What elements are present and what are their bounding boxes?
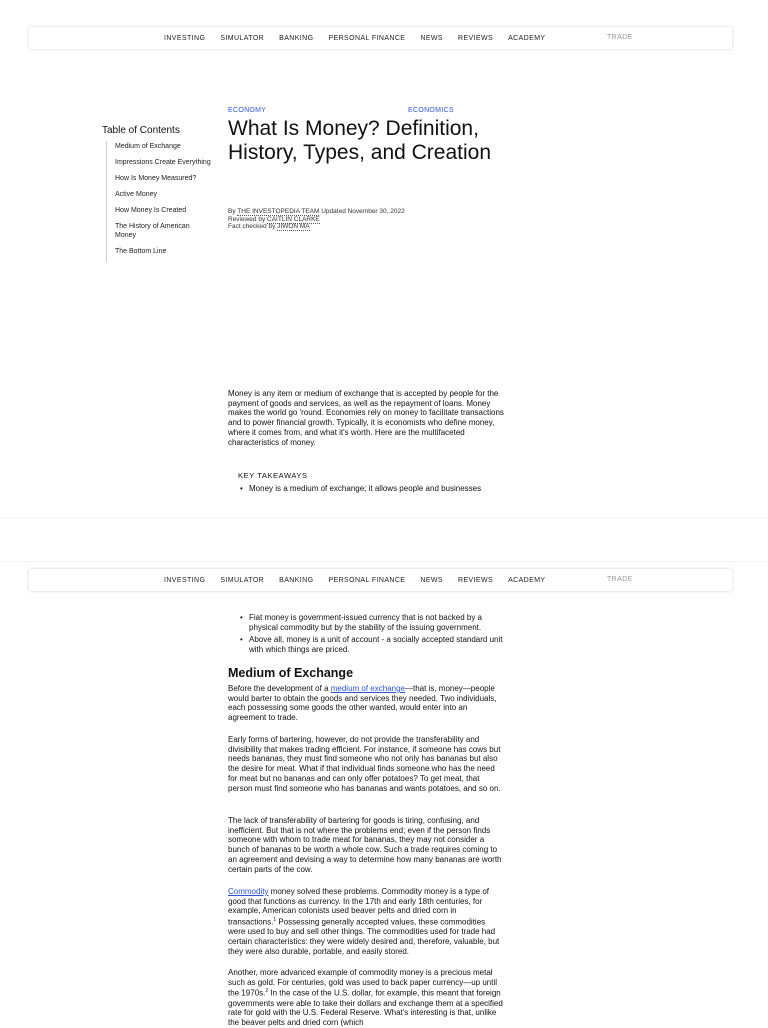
toc-item-impressions[interactable]: Impressions Create Everything	[115, 159, 211, 166]
key-takeaways-label: KEY TAKEAWAYS	[238, 471, 308, 480]
paragraph: The lack of transferability of bartering for goods is tiring, confusing, and inefficient. But that is not where the problems end; even if the person finds someone with whom to trade meat for bananas, they may not consider a bunch of bananas to be worth a whole cow. Such a trade requires coming to an agreement and devising a way to determine how many bananas are worth certain parts of the cow.	[228, 816, 502, 874]
text-run: Another, more advanced example of commodity money is a precious metal such as gold. For centuries, gold was used to back paper currency—up until the 1970s.	[228, 968, 498, 999]
fact-checker-link[interactable]: JIWON MA	[277, 223, 310, 230]
trade-link[interactable]: TRADE	[607, 576, 633, 583]
toc-item-active-money[interactable]: Active Money	[115, 191, 158, 198]
byline-by: By	[228, 208, 236, 215]
takeaway-item: • Above all, money is a unit of account - a socially accepted standard unit with which things are priced.	[240, 635, 511, 654]
nav-academy[interactable]: ACADEMY	[508, 577, 546, 584]
citation-marker[interactable]: 2	[265, 988, 269, 995]
medium-of-exchange-link[interactable]: medium of exchange	[330, 684, 405, 693]
top-navbar	[29, 27, 732, 49]
paragraph: Early forms of bartering, however, do not provide the transferability and divisibility that makes trading efficient. For instance, if someone has cows but needs bananas, they must find someone who not only has bananas but also the desire for meat. What if that individual finds someone who has the need for meat but no bananas and can only offer potatoes? To get meat, that person must find someone who has bananas and wants potatoes, and so on.	[228, 735, 501, 793]
text-run: money solved these problems. Commodity money is a type of good that functions as currency. In the 17th and early 18th centuries, for example, American colonists used beaver pelts and dried corn in transactions.	[228, 887, 489, 927]
nav-reviews[interactable]: REVIEWS	[457, 35, 494, 42]
toc-title: Table of Contents	[102, 125, 180, 136]
nav-personal-finance[interactable]: PERSONAL FINANCE	[328, 577, 406, 584]
toc-item-how-measured[interactable]: How Is Money Measured?	[115, 175, 197, 182]
text-run: Before the development of a	[228, 684, 331, 693]
takeaway-item: • Fiat money is government-issued currency that is not backed by a physical commodity but by the stability of the issuing government.	[240, 613, 511, 632]
toc-list	[106, 141, 212, 262]
fact-check-label: Fact checked by	[228, 223, 276, 230]
section-divider	[0, 517, 768, 518]
nav-banking[interactable]: BANKING	[279, 35, 314, 42]
toc-item-history[interactable]: The History of American Money	[115, 223, 190, 239]
commodity-link[interactable]: Commodity	[228, 887, 269, 896]
text-run: Possessing generally accepted values, these commodities were used to buy and sell other things. The commodities used for trade had certain characteristics: they were widely desired and, therefore, valuable, but they were also durable, portable, and easily stored.	[228, 917, 500, 956]
section-heading: Medium of Exchange	[228, 666, 354, 680]
article-title: What Is Money? Definition, History, Types, and Creation	[228, 117, 492, 164]
nav-investing[interactable]: INVESTING	[164, 577, 206, 584]
text-run: In the case of the U.S. dollar, for example, this meant that foreign governments were able to take their dollars and exchange them at a specified rate for gold with the U.S. Federal Reserve. What's interesting is that, unlike the beaver pelts and dried corn (which	[228, 989, 503, 1028]
paragraph	[228, 887, 504, 957]
section-divider	[0, 561, 768, 562]
paragraph	[228, 968, 504, 1028]
nav-news[interactable]: NEWS	[420, 35, 443, 42]
nav-news[interactable]: NEWS	[420, 577, 443, 584]
text-run: —that is, money—people would barter to obtain the goods and services they needed. Two individuals, each possessing some goods the other wanted, would enter into an agreement to trade.	[228, 684, 497, 723]
intro-paragraph: Money is any item or medium of exchange that is accepted by people for the payment of goods and services, as well as the repayment of loans. Money makes the world go 'round. Economies rely on money to facilitate transactions and to power financial growth. Typically, it is economists who define money, where it comes from, and what it's worth. Here are the multifaceted characteristics of money.	[228, 389, 504, 447]
byline	[228, 208, 405, 231]
table-of-contents	[102, 125, 212, 262]
nav-reviews[interactable]: REVIEWS	[457, 577, 494, 584]
nav-personal-finance[interactable]: PERSONAL FINANCE	[328, 35, 406, 42]
nav-academy[interactable]: ACADEMY	[508, 35, 546, 42]
nav-simulator[interactable]: SIMULATOR	[220, 577, 265, 584]
sticky-navbar	[29, 569, 732, 591]
takeaway-item: • Money is a medium of exchange; it allows people and businesses	[240, 484, 511, 494]
reviewer-link[interactable]: CAITLIN CLARKE	[267, 215, 320, 223]
trade-link[interactable]: TRADE	[607, 34, 633, 41]
nav-investing[interactable]: INVESTING	[164, 35, 206, 42]
toc-item-medium-of-exchange[interactable]: Medium of Exchange	[115, 143, 181, 150]
nav-simulator[interactable]: SIMULATOR	[220, 35, 265, 42]
paragraph	[228, 684, 504, 723]
author-link[interactable]: THE INVESTOPEDIA TEAM	[237, 208, 320, 215]
nav-menu	[164, 35, 561, 42]
nav-banking[interactable]: BANKING	[279, 577, 314, 584]
citation-marker[interactable]: 1	[273, 917, 277, 924]
tag-economy[interactable]: ECONOMY	[228, 107, 267, 114]
tag-economics[interactable]: ECONOMICS	[408, 107, 454, 114]
toc-item-bottom-line[interactable]: The Bottom Line	[115, 248, 167, 255]
toc-item-how-created[interactable]: How Money Is Created	[115, 207, 187, 214]
updated-date: Updated November 30, 2022	[321, 208, 405, 215]
nav-menu	[164, 577, 561, 584]
reviewed-label: Reviewed by	[228, 215, 266, 223]
